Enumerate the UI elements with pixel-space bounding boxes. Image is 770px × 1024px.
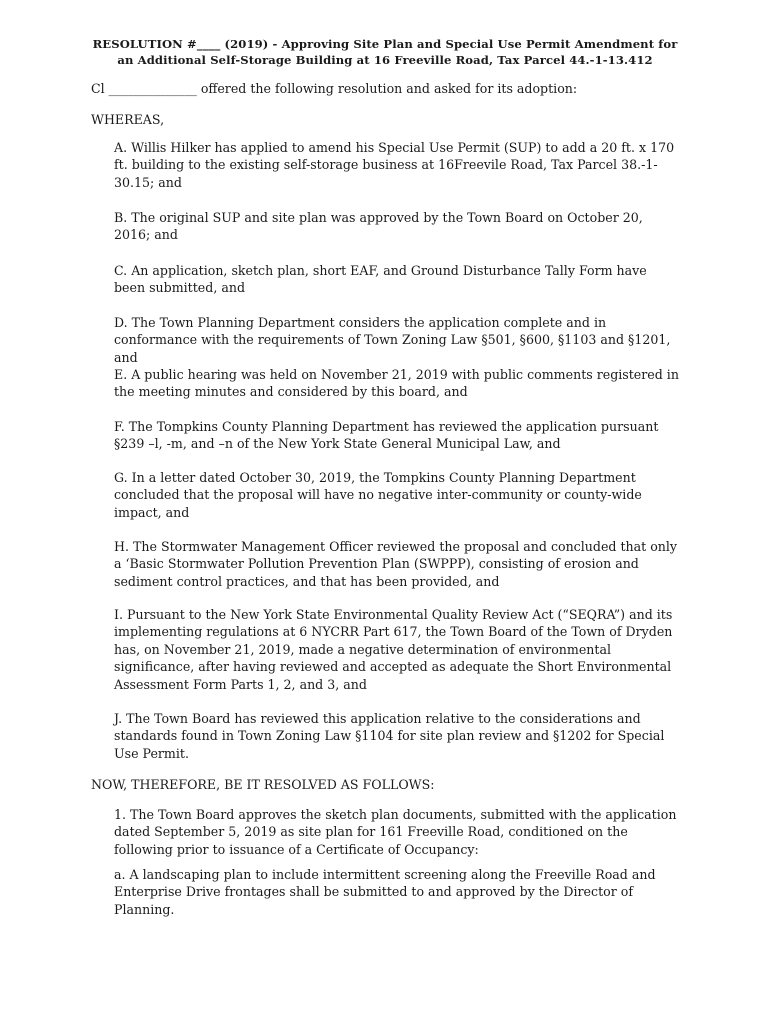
title-line-2: an Additional Self-Storage Building at 16 Freeville Road, Tax Parcel 44.-1-13.412 (117, 53, 653, 67)
whereas-item-h: H. The Stormwater Management Officer reviewed the proposal and concluded that only a ‘Basic Stormwater Pollution Prevention Plan (SWPPP), consisting of erosion and sediment control practices, and that has been provided, and (114, 539, 678, 589)
whereas-item-i: I. Pursuant to the New York State Environmental Quality Review Act (“SEQRA”) and its implementing regulations at 6 NYCRR Part 617, the Town Board of the Town of Dryden has, on November 21, 2019, made a negative determination of environmental significance, after having reviewed and accepted as adequate the Short Environmental Assessment Form Parts 1, 2, and 3, and (114, 607, 673, 692)
whereas-item-d: D. The Town Planning Department considers the application complete and in conformance with the requirements of Town Zoning Law §501, §600, §1103 and §1201, and (114, 315, 671, 365)
whereas-item-e: E. A public hearing was held on November 21, 2019 with public comments registered in the meeting minutes and considered by this board, and (114, 367, 679, 400)
whereas-item-a: A. Willis Hilker has applied to amend his Special Use Permit (SUP) to add a 20 ft. x 170 ft. building to the existing self-storage business at 16Freevile Road, Tax Parcel 38.-1-30.15; and (114, 140, 675, 190)
whereas-item-c: C. An application, sketch plan, short EAF, and Ground Disturbance Tally Form have been submitted, and (114, 263, 647, 296)
title-line-1: RESOLUTION #____ (2019) - Approving Site Plan and Special Use Permit Amendment for (92, 37, 678, 51)
resolved-item-1a: a. A landscaping plan to include intermittent screening along the Freeville Road and Enterprise Drive frontages shall be submitted to and approved by the Director of Planning. (114, 867, 656, 917)
whereas-item-f: F. The Tompkins County Planning Department has reviewed the application pursuant §239 –l, -m, and –n of the New York State General Municipal Law, and (114, 419, 659, 452)
whereas-item-g: G. In a letter dated October 30, 2019, the Tompkins County Planning Department concluded that the proposal will have no negative inter-community or county-wide impact, and (114, 470, 642, 520)
whereas-item-b: B. The original SUP and site plan was approved by the Town Board on October 20, 2016; and (114, 210, 643, 243)
intro-paragraph: Cl ______________ offered the following resolution and asked for its adoption: (91, 81, 578, 96)
resolved-heading: NOW, THEREFORE, BE IT RESOLVED AS FOLLOWS: (91, 777, 435, 792)
resolution-title (60, 36, 710, 68)
whereas-heading: WHEREAS, (91, 112, 165, 127)
whereas-item-j: J. The Town Board has reviewed this application relative to the considerations and standards found in Town Zoning Law §1104 for site plan review and §1202 for Special Use Permit. (114, 711, 665, 761)
resolved-item-1: 1. The Town Board approves the sketch plan documents, submitted with the application dated September 5, 2019 as site plan for 161 Freeville Road, conditioned on the following prior to issuance of a Certificate of Occupancy: (114, 807, 677, 857)
